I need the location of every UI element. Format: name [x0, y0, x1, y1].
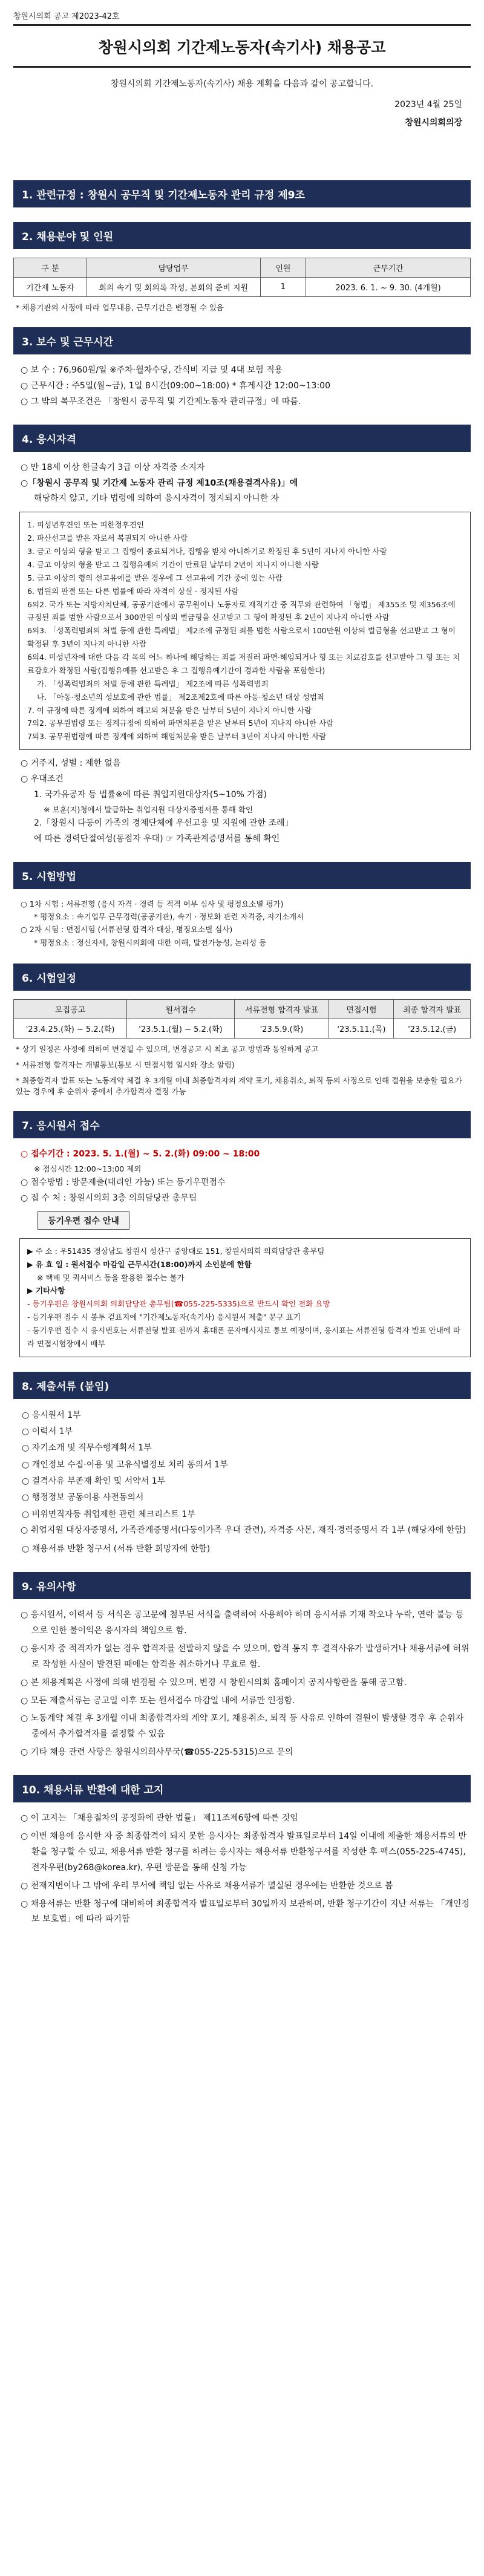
table-header-cell: 근무기간	[306, 258, 471, 278]
mail-guide-item: ▶ 기타사항	[27, 1286, 65, 1296]
exam-note: * 평정요소 : 속기업무 근무경력(공공기관), 속기 · 정보화 관련 자격증, 자기소개서	[34, 912, 304, 922]
mail-guide-title: 등기우편 접수 안내	[38, 1211, 129, 1230]
document-item: ○ 개인정보 수집·이용 및 고유식별정보 처리 동의서 1부	[22, 1459, 228, 1470]
disqualification-item: 6의2. 국가 또는 지방자치단체, 공공기관에서 공무원이나 노동자로 재직기간 중 직무와 관련하여 「형법」 제355조 및 제356조에 규정된 죄를 범한 사람으로서 300만원 이상의 벌금형을 선고받고 그 형이 확정된 후 2년이 지나지 아니한 사람	[27, 599, 456, 622]
mail-guide-item: ▶ 유 효 일 : 원서접수 마감일 근무시간(18:00)까지 소인분에 한함	[27, 1259, 252, 1269]
schedule-note: * 서류전형 합격자는 개별통보(통보 시 면접시험 일시와 장소 알림)	[16, 1060, 235, 1069]
preference-line: 에 따른 경력단절여성(동점자 우대) ☞ 가족관계증명서를 통해 확인	[34, 834, 280, 844]
caution-item: ○ 본 채용계획은 사정에 의해 변경될 수 있으며, 변경 시 창원시의회 홈페이지 공지사항란을 통해 공고함.	[21, 1677, 407, 1687]
application-method: ○ 접수방법 : 방문제출(대리인 가능) 또는 등기우편접수	[21, 1178, 226, 1188]
application-place: ○ 접 수 처 : 창원시의회 3층 의회담당관 총무팀	[21, 1193, 197, 1203]
section-8-header: 8. 제출서류 (붙임)	[13, 1372, 471, 1399]
section-5-header: 5. 시험방법	[13, 862, 471, 889]
table-row	[14, 1019, 471, 1038]
lunch-note: ※ 점심시간 12:00~13:00 제외	[34, 1164, 142, 1173]
hours-line: ○ 근무시간 : 주5일(월~금), 1일 8시간(09:00~18:00) * 휴게시간 12:00~13:00	[21, 380, 330, 391]
section-1-header: 1. 관련규정 : 창원시 공무직 및 기간제노동자 관리 규정 제9조	[13, 180, 471, 207]
mail-guide-item: - 등기우편은 창원시의회 의회담당관 총무팀(☎055-225-5335)으로 반드시 확인 전화 요망	[27, 1299, 330, 1309]
qualification-line: 해당하지 않고, 기타 법령에 의하여 응시자격이 정지되지 아니한 자	[34, 494, 280, 504]
table-header-row	[14, 999, 471, 1019]
table-header-cell: 모집공고	[14, 999, 127, 1019]
mail-guide-item: ※ 택배 및 퀵서비스 등을 활용한 접수는 불가	[37, 1273, 185, 1282]
table-cell: '23.5.1.(월) ~ 5.2.(화)	[127, 1019, 234, 1038]
table-header-cell: 최종 합격자 발표	[394, 999, 471, 1019]
table-cell: '23.5.9.(화)	[234, 1019, 329, 1038]
table-cell: '23.4.25.(화) ~ 5.2.(화)	[14, 1019, 127, 1038]
section-2-header: 2. 채용분야 및 인원	[13, 222, 471, 249]
exam-line: ○ 1차 시험 : 서류전형 (응시 자격 · 경력 등 적격 여부 심사 및 평정요소별 평가)	[21, 899, 284, 908]
table-header-cell: 원서접수	[127, 999, 234, 1019]
disqualification-item: 7. 이 규정에 따른 징계에 의하여 해고의 처분을 받은 날부터 5년이 지나지 아니한 사람	[27, 705, 312, 715]
caution-item: ○ 기타 채용 관련 사항은 창원시의회사무국(☎055-225-5315)으로 문의	[21, 1747, 293, 1758]
disqualification-item: 3. 금고 이상의 형을 받고 그 집행이 종료되거나, 집행을 받지 아니하기로 확정된 후 5년이 지나지 아니한 사람	[27, 547, 387, 556]
table-header-cell: 인원	[260, 258, 306, 278]
table-header-cell: 구 분	[14, 258, 87, 278]
section-7-header: 7. 응시원서 접수	[13, 1111, 471, 1138]
document-item: ○ 채용서류 반환 청구서 (서류 반환 희망자에 한함)	[22, 1544, 211, 1554]
mail-guide-item: - 등기우편 접수 시 응시번호는 서류전형 발표 전까지 휴대폰 문자메시지로 통보 예정이며, 응시표는 서류전형 합격자 발표 안내에 따라 면접시험장에서 배부	[27, 1326, 461, 1348]
section-6-header: 6. 시험일정	[13, 964, 471, 991]
document-item: ○ 응시원서 1부	[22, 1410, 81, 1420]
disqualification-item: 나. 「아동·청소년의 성보호에 관한 법률」 제2조제2호에 따른 아동·청소년 대상 성범죄	[37, 692, 324, 702]
disqualification-item: 7의3. 공무원법령에 따른 징계에 의하여 해임처분을 받은 날부터 3년이 지나지 아니한 사람	[27, 732, 327, 742]
table-note: * 채용기관의 사정에 따라 업무내용, 근무기간은 변경될 수 있음	[16, 303, 224, 312]
table-cell: 기간제 노동자	[14, 278, 87, 297]
disqualification-item: 5. 금고 이상의 형의 선고유예를 받은 경우에 그 선고유예 기간 중에 있는 사람	[27, 573, 283, 582]
intro-text: 창원시의회 기간제노동자(속기사) 채용 계획을 다음과 같이 공고합니다.	[110, 79, 374, 89]
schedule-note: * 최종합격자 발표 또는 노동계약 체결 후 3개월 이내 최종합격자의 계약 포기, 채용취소, 퇴직 등의 사정으로 인해 결원을 보충할 필요가 있는 경우에 후 순위자 중에서 추가합격자 결정 가능	[16, 1075, 462, 1096]
notice-date: 2023년 4월 25일	[394, 100, 462, 109]
preference-heading: ○ 우대조건	[21, 774, 64, 784]
table-cell: 2023. 6. 1. ~ 9. 30. (4개월)	[306, 278, 471, 297]
table-cell: '23.5.12.(금)	[394, 1019, 471, 1038]
table-row	[14, 278, 471, 297]
mail-guide-item: - 등기우편 접수 시 봉투 겉표지에 "기간제노동자(속기사) 응시원서 제출" 문구 표기	[27, 1312, 301, 1322]
section-4-header: 4. 응시자격	[13, 425, 471, 452]
section-9-header: 9. 유의사항	[13, 1572, 471, 1599]
preference-line: 1. 국가유공자 등 법률※에 따른 취업지원대상자(5~10% 가점)	[34, 790, 267, 800]
qualification-line: ○ 만 18세 이상 한글속기 3급 이상 자격증 소지자	[21, 462, 205, 472]
document-item: ○ 결격사유 부존재 확인 및 서약서 1부	[22, 1476, 166, 1487]
document-item: ○ 이력서 1부	[22, 1427, 73, 1437]
notice-number: 창원시의회 공고 제2023-42호	[13, 12, 120, 21]
document-item: ○ 자기소개 및 직무수행계획서 1부	[22, 1443, 152, 1453]
table-cell: '23.5.11.(목)	[329, 1019, 394, 1038]
table-cell: 1	[260, 278, 306, 297]
disqualification-box	[19, 512, 471, 750]
caution-item: ○ 응시원서, 이력서 등 서식은 공고문에 첨부된 서식을 출력하여 사용해야 하며 응시서류 기재 착오나 누락, 연락 불능 등으로 인한 불이익은 응시자의 책임으로 함.	[21, 1610, 464, 1635]
disqualification-item: 2. 파산선고를 받은 자로서 복권되지 아니한 사람	[27, 533, 188, 543]
spacer	[13, 128, 471, 166]
disqualification-item: 가. 「성폭력범죄의 처벌 등에 관한 특례법」 제2조에 따른 성폭력범죄	[37, 679, 269, 688]
document-item: ○ 취업지원 대상자증명서, 가족관계증명서(다둥이가족 우대 관련), 자격증 사본, 재직·경력증명서 각 1부 (해당자에 한함)	[21, 1525, 466, 1535]
section-10-header: 10. 채용서류 반환에 대한 고지	[13, 1775, 471, 1802]
mail-guide-box	[19, 1238, 471, 1357]
recruit-table	[13, 258, 471, 297]
table-header-row	[14, 258, 471, 278]
pay-line: ○ 보 수 : 76,960원/일 ※주차·월차수당, 간식비 지급 및 4대 보험 적용	[21, 365, 283, 375]
preference-line: 2.「창원시 다둥이 가족의 경제단체에 우선고용 및 지원에 관한 조례」	[34, 818, 293, 829]
caution-item: ○ 모든 제출서류는 공고일 이후 또는 원서접수 마감일 내에 서류만 인정함.	[21, 1695, 295, 1706]
disqualification-item: 4. 금고 이상의 형을 받고 그 집행유예의 기간이 만료된 날부터 2년이 지나지 아니한 사람	[27, 559, 319, 569]
application-period: ○ 접수기간 : 2023. 5. 1.(월) ~ 5. 2.(화) 09:00 ~ 18:00	[21, 1149, 260, 1159]
schedule-note: * 상기 일정은 사정에 의하여 변경될 수 있으며, 변경공고 시 최초 공고 방법과 동일하게 공고	[16, 1044, 319, 1054]
residence-line: ○ 거주지, 성별 : 제한 없음	[21, 758, 121, 769]
table-header-cell: 서류전형 합격자 발표	[234, 999, 329, 1019]
table-header-cell: 담당업무	[87, 258, 260, 278]
return-notice-item: ○ 천재지변이나 그 밖에 우리 부서에 책임 없는 사유로 채용서류가 멸실된 경우에는 반환한 것으로 봄	[21, 1880, 393, 1891]
exam-note: * 평정요소 : 정신자세, 창원시의회에 대한 이해, 발전가능성, 논리성 등	[34, 937, 267, 947]
table-header-cell: 면접시험	[329, 999, 394, 1019]
disqualification-item: 6. 법원의 판결 또는 다른 법률에 따라 자격이 상실 · 정지된 사람	[27, 586, 239, 596]
return-notice-item: ○ 이번 채용에 응시한 자 중 최종합격이 되지 못한 응시자는 최종합격자 발표일로부터 14일 이내에 제출한 채용서류의 반환을 청구할 수 있고, 채용서류 반환 청구를 하려는 응시자는 채용서류 반환청구서를 작성한 후 팩스(055-225-4745), 전자우편(by268@korea.kr), 우편 방문을 통해 신청 가능	[21, 1831, 466, 1873]
exam-line: ○ 2차 시험 : 면접시험 (서류전형 합격자 대상, 평정요소별 심사)	[21, 925, 233, 934]
schedule-table	[13, 999, 471, 1039]
document-item: ○ 행정정보 공동이용 사전동의서	[22, 1493, 144, 1503]
caution-item: ○ 노동계약 체결 후 3개월 이내 최종합격자의 계약 포기, 채용취소, 퇴직 등 사유로 인하여 결원이 발생할 경우 후 순위자 중에서 추가합격자를 결정할 수 있음	[21, 1714, 464, 1740]
page-title: 창원시의회 기간제노동자(속기사) 채용공고	[13, 24, 471, 68]
caution-item: ○ 응시자 중 적격자가 없는 경우 합격자를 선발하지 않을 수 있으며, 합격 통지 후 결격사유가 발생하거나 채용서류에 허위로 작성한 사실이 발견된 때에는 합격을 취소하거나 무효로 함.	[21, 1643, 469, 1669]
table-cell: 회의 속기 및 회의록 작성, 본회의 준비 지원	[87, 278, 260, 297]
issuing-org: 창원시의회의장	[405, 118, 462, 128]
disqualification-item: 6의3. 「성폭력범죄의 처벌 등에 관한 특례법」 제2조에 규정된 죄를 범한 사람으로서 100만원 이상의 벌금형을 선고받고 그 형이 확정된 후 3년이 지나지 아니한 사람	[27, 626, 456, 649]
disqualification-item: 1. 피성년후견인 또는 피한정후견인	[27, 520, 144, 530]
section-3-header: 3. 보수 및 근무시간	[13, 327, 471, 354]
other-conditions-line: ○ 그 밖의 복무조건은 「창원시 공무직 및 기간제노동자 관리규정」에 따름.	[21, 396, 301, 406]
return-notice-item: ○ 채용서류는 반환 청구에 대비하여 최종합격자 발표일로부터 30일까지 보관하며, 반환 청구기간이 지난 서류는 「개인정보 보호법」에 따라 파기함	[21, 1899, 469, 1925]
disqualification-item: 6의4. 미성년자에 대한 다음 각 목의 어느 하나에 해당하는 죄를 저질러 파면·해임되거나 형 또는 치료감호를 선고받아 그 형 또는 치료감호가 확정된 사람(집행유예를 선고받은 후 그 집행유예기간이 경과한 사람을 포함한다)	[27, 653, 460, 675]
preference-note: ※ 보훈(지)청에서 발급하는 취업지원 대상자증명서를 통해 확인	[44, 804, 253, 814]
document-item: ○ 비위면직자등 취업제한 관련 체크리스트 1부	[22, 1509, 195, 1519]
qualification-line: ○「창원시 공무직 및 기간제 노동자 관리 규정 제10조(채용결격사유)」에	[21, 478, 298, 488]
mail-guide-item: ▶ 주 소 : 우51435 경상남도 창원시 성산구 중앙대로 151, 창원시의회 의회담당관 총무팀	[27, 1246, 325, 1256]
disqualification-item: 7의2. 공무원법령 또는 징계규정에 의하여 파면처분을 받은 날부터 5년이 지나지 아니한 사람	[27, 719, 334, 728]
return-notice-item: ○ 이 고지는 「채용절차의 공정화에 관한 법률」 제11조제6항에 따른 것임	[21, 1813, 298, 1824]
